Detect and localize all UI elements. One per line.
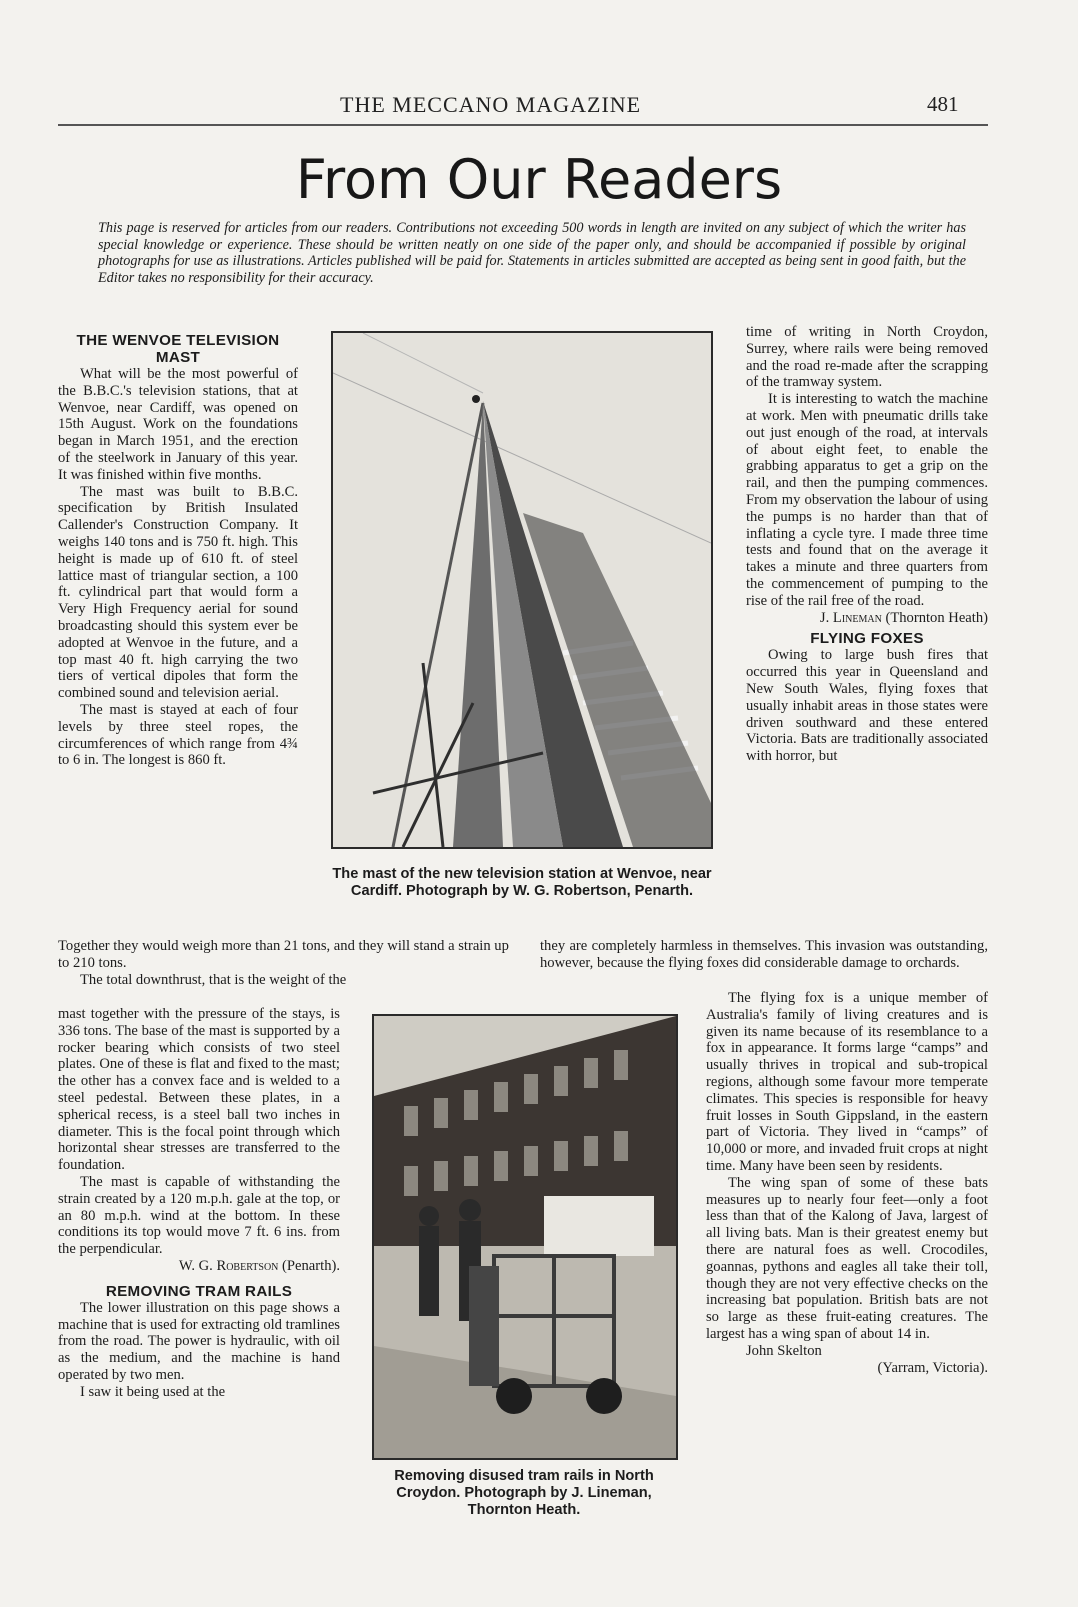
mast-photo	[331, 331, 713, 849]
right-column	[746, 324, 988, 765]
tram-paragraph-2-continued: time of writing in North Croydon, Surrey, where rails were being removed and the road re-made after the scrapping of the tramway system.	[746, 324, 988, 391]
foxes-spanning-text: they are completely harmless in themselves. This invasion was outstanding, however, because the flying foxes did considerable damage to orchards.	[540, 938, 988, 971]
tram-signature	[746, 610, 988, 627]
tram-photo	[372, 1014, 678, 1460]
wenvoe-author-place: (Penarth).	[282, 1257, 340, 1274]
page-number: 481	[927, 92, 959, 116]
foxes-paragraph-1: Owing to large bush fires that occurred this year in Queensland and New South Wales, flying foxes that usually inhabit areas in those states were driven southward and these entered Victoria. Bats are traditionally associated with horror, but	[746, 647, 988, 765]
tram-paragraph-1: The lower illustration on this page shows a machine that is used for extracting old tramlines from the road. The power is hydraulic, with oil as the medium, and the machine is hand operated by two men.	[58, 1299, 340, 1383]
tram-caption: Removing disused tram rails in North Croydon. Photograph by J. Lineman, Thornton Heath.	[394, 1468, 654, 1518]
foxes-author	[706, 1343, 988, 1360]
foxes-article-continued	[706, 990, 988, 1376]
foxes-author-name: John Skelton	[746, 1342, 822, 1359]
tram-caption-box	[368, 1468, 680, 1519]
wenvoe-paragraph-4: mast together with the pressure of the stays, is 336 tons. The base of the mast is supported by a rocker bearing which consists of two steel plates. One of these is flat and fixed to the mast; the other has a convex face and is welded to a steel pedestal. Between these plates, in a spherical recess, is a steel ball two inches in diameter. This is the focal point through which horizontal shear stresses are transferred to the foundation.	[58, 1006, 340, 1174]
mast-caption: The mast of the new television station at Wenvoe, near Cardiff. Photograph by W. G. Robertson, Penarth.	[332, 866, 712, 899]
wenvoe-span-line-2: The total downthrust, that is the weight of the	[80, 971, 347, 988]
tram-paragraph-2: I saw it being used at the	[80, 1383, 226, 1400]
tram-author-place: (Thornton Heath)	[885, 609, 988, 626]
intro-paragraph: This page is reserved for articles from our readers. Contributions not exceeding 500 words in length are invited on any subject of which the writer has special knowledge or experience. These should be written neatly on one side of the paper only, and should be accompanied if possible by original photographs for use as illustrations. Articles published will be paid for. Statements in articles submitted are accepted as being sent in good faith, but the Editor takes no responsibility for their accuracy.	[98, 220, 966, 286]
page-title: From Our Readers	[295, 148, 783, 211]
foxes-author-place: (Yarram, Victoria).	[877, 1359, 988, 1376]
wenvoe-paragraph-1: What will be the most powerful of the B.B.C.'s television stations, that at Wenvoe, near Cardiff, was opened on 15th August. Work on the foundations began in March 1951, and the erection of the steelwork in January of this year. It was finished within five months.	[58, 366, 298, 483]
wenvoe-spanning-text	[58, 938, 513, 988]
wenvoe-heading: THE WENVOE TELEVISION MAST	[76, 332, 280, 366]
foxes-heading: FLYING FOXES	[810, 630, 924, 648]
wenvoe-article	[58, 332, 298, 769]
wenvoe-paragraph-2: The mast was built to B.B.C. specification by British Insulated Callender's Construction Company. It weighs 140 tons and is 750 ft. high. This height is made up of 610 ft. of steel lattice mast of triangular section, a 100 ft. cylindrical part that would form a Very High Frequency aerial for sound broadcasting should this system ever be adopted at Wenvoe in the future, and a top mast 40 ft. high carrying the two tiers of vertical dipoles that form the combined sound and television aerial.	[58, 483, 298, 702]
tram-illustration	[374, 1016, 676, 1458]
tram-author: J. Lineman	[819, 609, 882, 626]
wenvoe-paragraph-3: The mast is stayed at each of four levels by three steel ropes, the circumferences of which range from 4¾ to 6 in. The longest is 860 ft.	[58, 701, 298, 769]
wenvoe-article-continued	[58, 1006, 340, 1401]
mast-illustration	[333, 333, 711, 847]
foxes-paragraph-2: The flying fox is a unique member of Australia's family of living creatures and is given its name because of its resemblance to a fox in appearance. It forms large “camps” and usually thrives in tropical and sub-tropical regions, although some favour more temperate climates. This species is responsible for heavy fruit losses in South Gippsland, in the eastern part of Victoria. They lived in “camps” of 10,000 or more, and invaded fruit crops at night time. Many have been seen by residents.	[706, 990, 988, 1174]
wenvoe-span-line-1: Together they would weigh more than 21 tons, and they will stand a strain up to 210 tons.	[58, 938, 509, 971]
tram-paragraph-3: It is interesting to watch the machine at work. Men with pneumatic drills take out just enough of the road, at intervals of about eight feet, to enable the grabbing apparatus to get a grip on the rail, and then the pumping commences. From my observation the labour of using the pumps is no harder than that of inflating a cycle tyre. I made three time tests and found that on the average it takes a minute and three quarters from the commencement of pumping to the rise of the rail free of the road.	[746, 391, 988, 609]
wenvoe-signature	[58, 1258, 340, 1275]
magazine-masthead: THE MECCANO MAGAZINE	[340, 92, 642, 117]
tram-heading: REMOVING TRAM RAILS	[105, 1282, 293, 1300]
wenvoe-author: W. G. Robertson	[178, 1257, 279, 1274]
wenvoe-paragraph-5: The mast is capable of withstanding the strain created by a 120 m.p.h. gale at the top, or an 80 m.p.h. wind at the bottom. In these conditions its top would move 7 ft. 6 ins. from the perpendicular.	[58, 1173, 340, 1258]
foxes-paragraph-3: The wing span of some of these bats measures up to nearly four feet—only a foot less than that of the Kalong of Java, largest of all living bats. Man is their greatest enemy but there are natural foes as well. Crocodiles, goannas, pythons and eagles all take their toll, though they are not very effective checks on the increasing bat population. British bats are not so large as these fruit-eating creatures. The largest has a wing span of about 14 in.	[706, 1174, 988, 1342]
mast-caption-box	[330, 866, 714, 900]
header-rule	[58, 124, 988, 126]
